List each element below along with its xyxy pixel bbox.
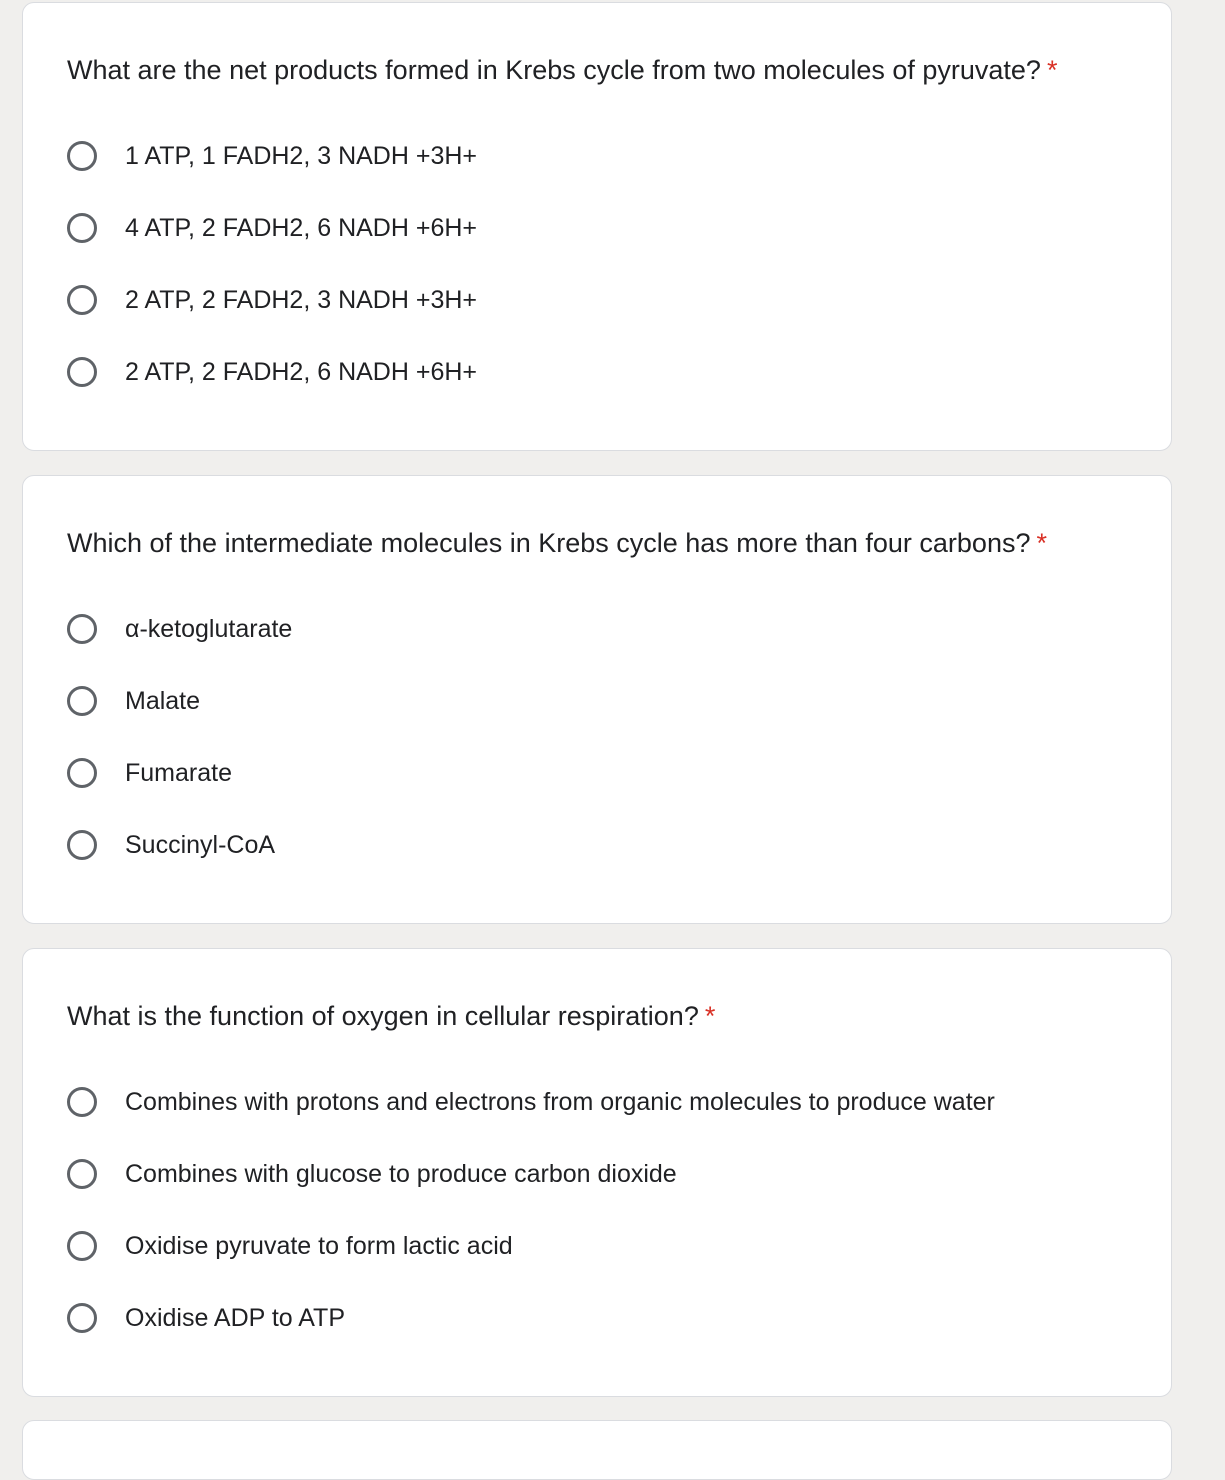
question-title-1 <box>67 53 1057 87</box>
radio-button-icon[interactable] <box>67 213 97 243</box>
question-text: Which of the intermediate molecules in Krebs cycle has more than four carbons? <box>67 528 1031 558</box>
question-card-4-partial <box>22 1420 1172 1480</box>
radio-option-2-b[interactable] <box>67 681 200 721</box>
question-title-3 <box>67 999 715 1033</box>
option-label: Succinyl-CoA <box>125 831 276 859</box>
radio-option-1-c[interactable] <box>67 280 477 320</box>
radio-option-1-b[interactable] <box>67 208 477 248</box>
radio-option-1-a[interactable] <box>67 136 477 176</box>
radio-button-icon[interactable] <box>67 1159 97 1189</box>
radio-button-icon[interactable] <box>67 686 97 716</box>
option-label: Combines with protons and electrons from organic molecules to produce water <box>125 1088 995 1116</box>
required-asterisk: * <box>1046 55 1058 85</box>
option-label: 4 ATP, 2 FADH2, 6 NADH +6H+ <box>125 214 478 242</box>
option-label: Combines with glucose to produce carbon dioxide <box>125 1160 677 1188</box>
radio-button-icon[interactable] <box>67 357 97 387</box>
question-card-2 <box>22 475 1172 924</box>
radio-button-icon[interactable] <box>67 285 97 315</box>
radio-button-icon[interactable] <box>67 1231 97 1261</box>
radio-button-icon[interactable] <box>67 830 97 860</box>
option-label: Fumarate <box>125 759 232 787</box>
radio-option-3-b[interactable] <box>67 1154 677 1194</box>
question-card-1 <box>22 2 1172 451</box>
radio-option-3-d[interactable] <box>67 1298 345 1338</box>
radio-button-icon[interactable] <box>67 614 97 644</box>
question-text: What are the net products formed in Krebs cycle from two molecules of pyruvate? <box>67 55 1041 85</box>
option-label: Oxidise pyruvate to form lactic acid <box>125 1232 513 1260</box>
option-label: 2 ATP, 2 FADH2, 6 NADH +6H+ <box>125 358 478 386</box>
question-card-3 <box>22 948 1172 1397</box>
radio-button-icon[interactable] <box>67 1087 97 1117</box>
radio-option-2-a[interactable] <box>67 609 292 649</box>
option-label: α-ketoglutarate <box>125 615 293 643</box>
radio-button-icon[interactable] <box>67 1303 97 1333</box>
radio-option-3-a[interactable] <box>67 1082 995 1122</box>
option-label: Oxidise ADP to ATP <box>125 1304 346 1332</box>
radio-option-1-d[interactable] <box>67 352 477 392</box>
radio-option-3-c[interactable] <box>67 1226 513 1266</box>
radio-button-icon[interactable] <box>67 141 97 171</box>
radio-option-2-c[interactable] <box>67 753 232 793</box>
option-label: Malate <box>125 687 201 715</box>
question-title-2 <box>67 526 1047 560</box>
question-text: What is the function of oxygen in cellular respiration? <box>67 1001 699 1031</box>
radio-option-2-d[interactable] <box>67 825 275 865</box>
option-label: 1 ATP, 1 FADH2, 3 NADH +3H+ <box>125 142 478 170</box>
option-label: 2 ATP, 2 FADH2, 3 NADH +3H+ <box>125 286 478 314</box>
required-asterisk: * <box>1036 528 1047 558</box>
required-asterisk: * <box>704 1001 716 1031</box>
radio-button-icon[interactable] <box>67 758 97 788</box>
